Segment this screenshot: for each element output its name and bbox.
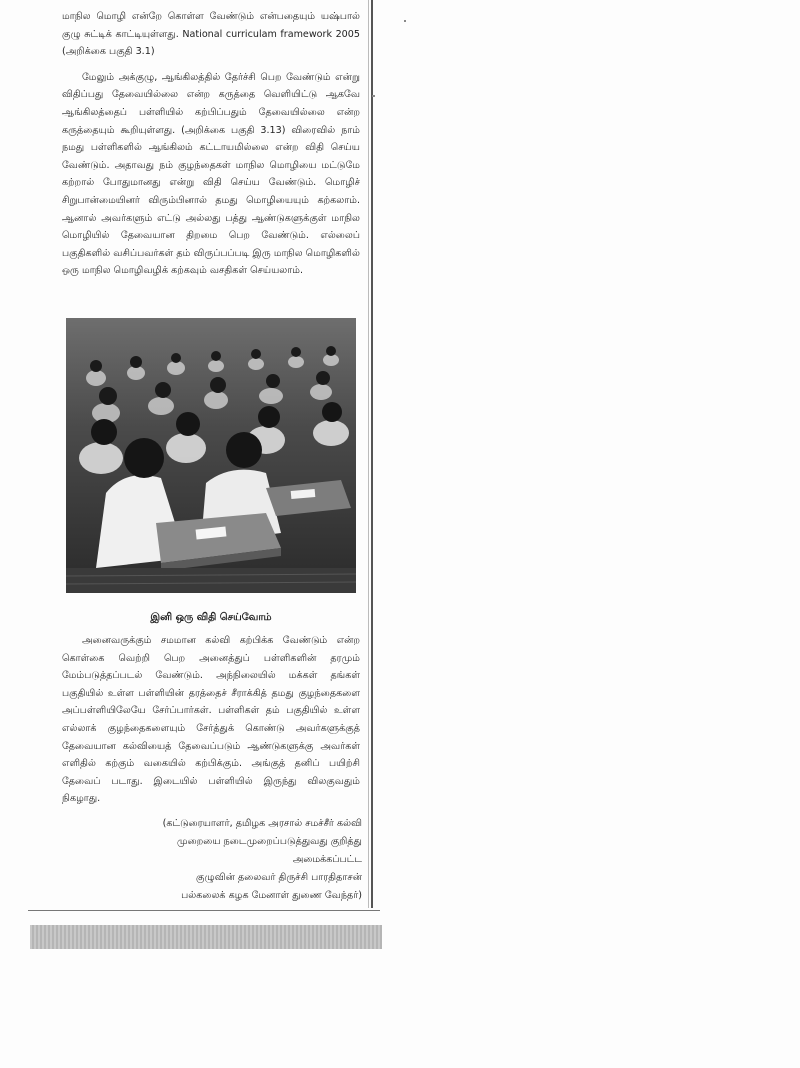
column-divider-shadow — [368, 0, 369, 908]
photo-caption: இனி ஒரு விதி செய்வோம் — [150, 612, 272, 623]
article-column-bottom — [62, 632, 360, 808]
credit-line: குழுவின் தலைவர் திருச்சி பாரதிதாசன் — [196, 872, 362, 883]
credit-line: அமைக்கப்பட்ட — [292, 854, 362, 865]
column-divider — [371, 0, 373, 908]
classroom-exam-photo — [66, 318, 356, 593]
scan-noise-band — [30, 925, 382, 949]
author-credits — [110, 815, 362, 905]
credit-line: பல்கலைக் கழக மேனாள் துணை வேந்தர்) — [181, 890, 362, 901]
article-paragraph-closing: அனைவருக்கும் சமமான கல்வி கற்பிக்க வேண்டும் என்ற கொள்கை வெற்றி பெற அனைத்துப் பள்ளிகளின் தரமும் மேம்படுத்தப்படல் வேண்டும். அந்நிலையில் மக்கள் தங்கள் பகுதியில் உள்ள பள்ளியின் தரத்தைச் சீராக்கித் தமது குழந்தைகளை அப்பள்ளியிலேயே சேர்ப்பார்கள். பள்ளிகள் தம் பகுதியில் உள்ள எல்லாக் குழந்தைகளையும் சேர்த்துக் கொண்டு அவர்களுக்குத் தேவையான கல்வியைத் தேவைப்படும் ஆண்டுகளுக்கு அவர்கள் எளிதில் கற்கும் வகையில் கற்பிக்கும். அங்குத் தனிப் பயிற்சி தேவைப் படாது. இடையில் பள்ளியில் இருந்து விலகுவதும் நிகழாது. — [62, 635, 360, 805]
bottom-rule — [28, 910, 380, 911]
credit-line: முறையை நடைமுறைப்படுத்துவது குறித்து — [177, 836, 362, 847]
article-paragraph-intro: மாநில மொழி என்றே கொள்ள வேண்டும் என்பதையும் யஷ்பால் குழு சுட்டிக் காட்டியுள்ளது. National curriculam framework 2005 (அறிக்கை பகுதி 3.1) — [62, 11, 360, 58]
credit-line: (கட்டுரையாளர், தமிழக அரசால் சமச்சீர் கல்வி — [162, 818, 362, 829]
scan-speck — [372, 95, 375, 97]
scan-speck — [404, 20, 406, 22]
article-column-top — [62, 8, 360, 280]
article-paragraph-main: மேலும் அக்குழு, ஆங்கிலத்தில் தேர்ச்சி பெற வேண்டும் என்று விதிப்பது தேவையில்லை என்ற கருத்தை வெளியிட்டு ஆகவே ஆங்கிலத்தைப் பள்ளியில் கற்பிப்பதும் தேவையில்லை என்ற கருத்தையும் கூறியுள்ளது. (அறிக்கை பகுதி 3.13) விரைவில் நாம் நமது பள்ளிகளில் ஆங்கிலம் கட்டாயமில்லை என்ற விதி செய்ய வேண்டும். அதாவது நம் குழந்தைகள் மாநில மொழியை மட்டுமே கற்றால் போதுமானது என்று விதி செய்ய வேண்டும். மொழிச் சிறுபான்மையினர் விரும்பினால் தமது மொழியையும் கற்கலாம். ஆனால் அவர்களும் எட்டு அல்லது பத்து ஆண்டுகளுக்குள் மாநில மொழியில் தேவையான திறமை பெற வேண்டும். எல்லைப் பகுதிகளில் வசிப்பவர்கள் தம் விருப்பப்படி இரு மாநில மொழிகளில் ஒரு மாநில மொழிவழிக் கற்கவும் வசதிகள் செய்யலாம். — [62, 71, 360, 277]
photo-icon — [66, 318, 356, 593]
